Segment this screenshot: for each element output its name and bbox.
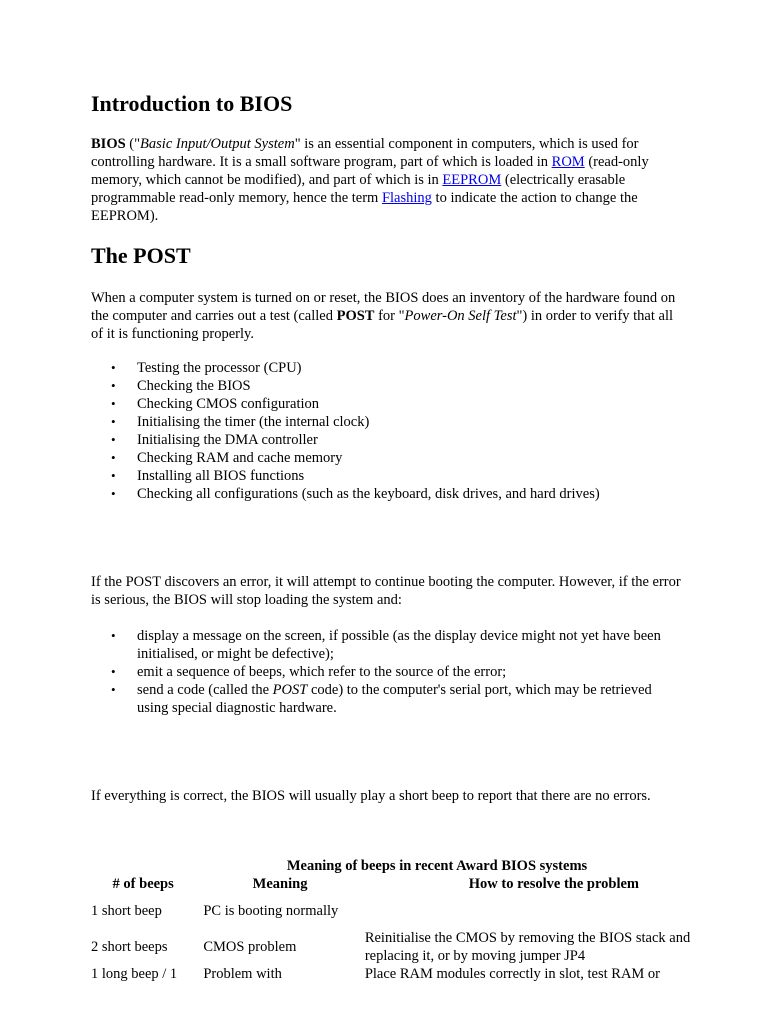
- post-text-2: for ": [374, 308, 405, 324]
- post-code-term: POST: [272, 682, 308, 698]
- error-paragraph: If the POST discovers an error, it will attempt to continue booting the computer. However, if the error is serious, the BIOS will stop loading the system and:: [91, 574, 681, 608]
- header-resolve: How to resolve the problem: [468, 876, 640, 892]
- post-full-name: Power-On Self Test: [404, 308, 517, 324]
- beep-codes-table: [87, 857, 747, 983]
- table-cell: 1 short beep: [91, 903, 162, 919]
- list-item: • emit a sequence of beeps, which refer to the source of the error;: [91, 663, 681, 681]
- table-cell: 2 short beeps: [91, 939, 168, 955]
- table-cell: PC is booting normally: [203, 903, 339, 919]
- list-item: • Checking all configurations (such as the keyboard, disk drives, and hard drives): [91, 485, 681, 503]
- rom-link[interactable]: ROM: [551, 154, 585, 170]
- table-cell: Place RAM modules correctly in slot, test RAM or: [364, 966, 661, 982]
- list-item: [91, 681, 681, 717]
- list-item: • Checking CMOS configuration: [91, 395, 681, 413]
- post-text-3: ") in order to verify that all of it is functioning properly.: [91, 308, 674, 342]
- bios-term: BIOS: [91, 136, 126, 152]
- intro-text-5: to indicate the action to change the EEPROM).: [91, 190, 638, 224]
- list-item: • Initialising the timer (the internal clock): [91, 413, 681, 431]
- post-term: POST: [336, 308, 375, 324]
- header-beeps: # of beeps: [112, 876, 174, 892]
- table-cell: Reinitialise the CMOS by removing the BIOS stack and replacing it, or by moving jumper JP4: [364, 930, 691, 964]
- heading-introduction: Introduction to BIOS: [91, 91, 293, 116]
- intro-text-3: (read-only memory, which cannot be modified), and part of which is in: [91, 154, 649, 188]
- table-caption: Meaning of beeps in recent Award BIOS systems: [286, 858, 588, 874]
- correct-paragraph: If everything is correct, the BIOS will usually play a short beep to report that there are no errors.: [91, 788, 651, 804]
- table-cell: Problem with: [203, 966, 282, 982]
- intro-text-1: (": [125, 136, 141, 152]
- bios-full-name: Basic Input/Output System: [140, 136, 295, 152]
- intro-text-2: " is an essential component in computers, which is used for controlling hardware. It is a small software program, part of which is loaded in: [91, 136, 639, 170]
- error-actions-list: [91, 627, 681, 717]
- item3-text-b: code) to the computer's serial port, which may be retrieved using special diagnostic hardware.: [137, 682, 652, 716]
- post-text-1: When a computer system is turned on or reset, the BIOS does an inventory of the hardware found on the computer and carries out a test (called: [91, 290, 676, 324]
- table-row: [87, 965, 747, 983]
- table-row: [87, 893, 747, 929]
- post-checks-list: [91, 359, 681, 503]
- eeprom-link[interactable]: EEPROM: [442, 172, 502, 188]
- list-item: • Initialising the DMA controller: [91, 431, 681, 449]
- flashing-link[interactable]: Flashing: [381, 190, 432, 206]
- intro-text-4: (electrically erasable programmable read-only memory, hence the term: [91, 172, 626, 206]
- list-item: • display a message on the screen, if possible (as the display device might not yet have been initialised, or might be defective);: [91, 627, 681, 663]
- table-header-row: [87, 875, 747, 893]
- post-paragraph: [91, 289, 681, 343]
- table-cell: CMOS problem: [203, 939, 297, 955]
- list-item: • Checking the BIOS: [91, 377, 681, 395]
- intro-paragraph: [91, 135, 671, 225]
- header-meaning: Meaning: [252, 876, 308, 892]
- heading-the-post: The POST: [91, 243, 191, 268]
- table-cell: 1 long beep / 1: [91, 966, 178, 982]
- list-item: • Testing the processor (CPU): [91, 359, 681, 377]
- list-item: • Installing all BIOS functions: [91, 467, 681, 485]
- table-cell: [361, 893, 747, 929]
- list-item: • Checking RAM and cache memory: [91, 449, 681, 467]
- item3-text-a: send a code (called the: [137, 682, 273, 698]
- table-row: [87, 929, 747, 965]
